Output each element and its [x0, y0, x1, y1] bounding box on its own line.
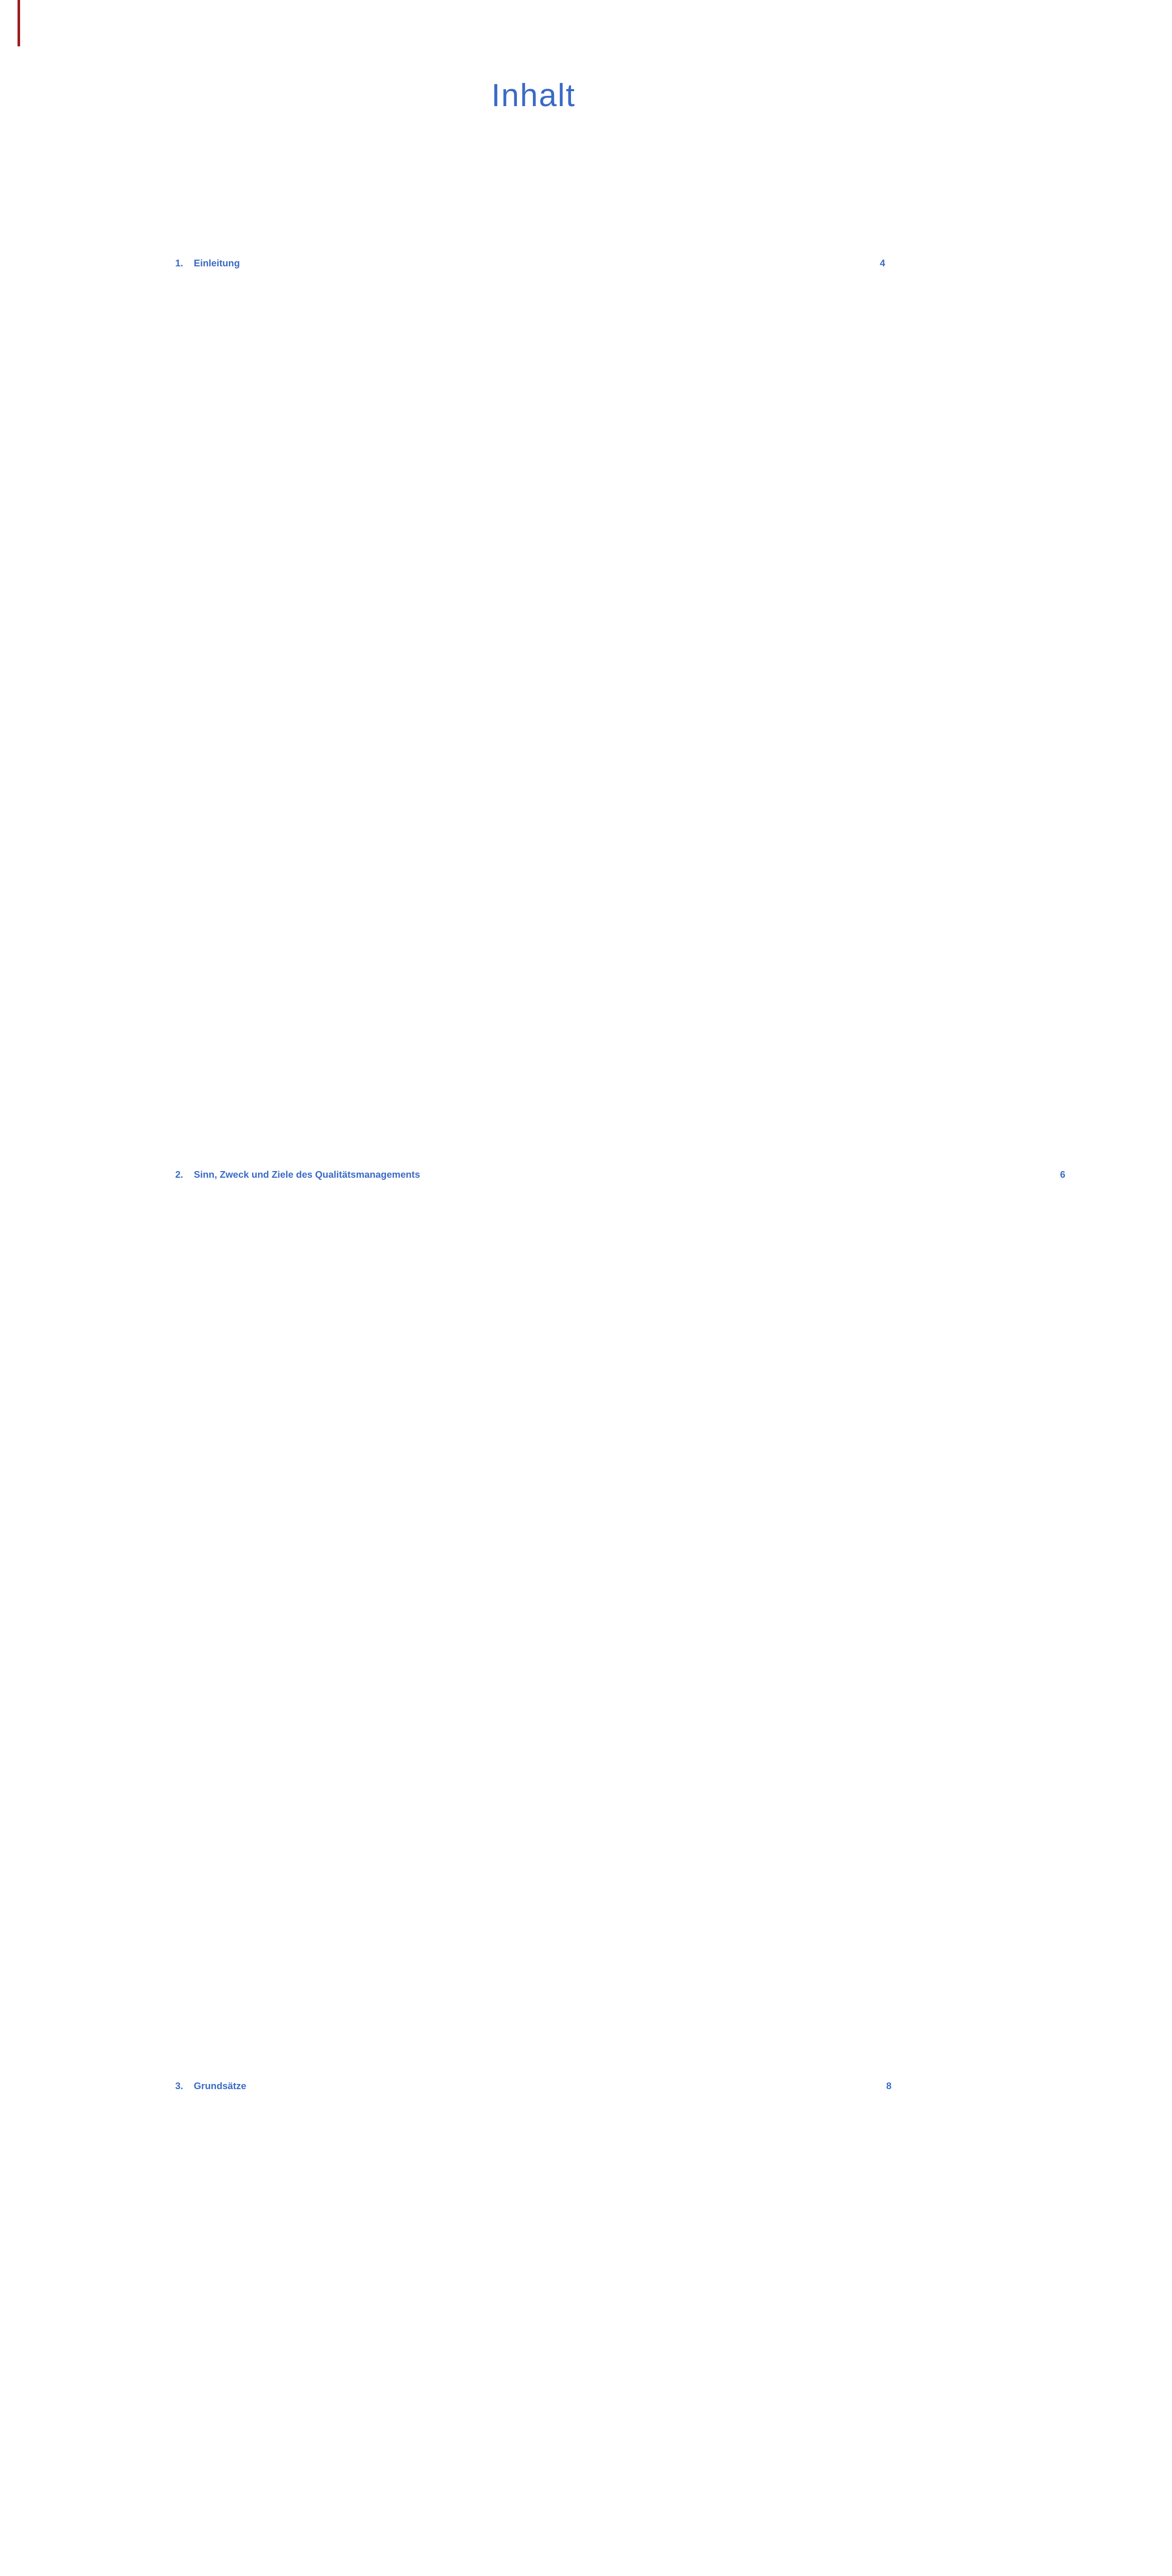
toc-entry-number: 3. — [175, 2080, 183, 2091]
toc-entry[interactable] — [175, 256, 885, 1160]
toc-entry-page-number: 8 — [246, 2079, 892, 2576]
toc-entry-page-number: 6 — [420, 1167, 1065, 2071]
toc-entry-number: 1. — [175, 258, 183, 268]
page-title: Inhalt — [491, 78, 576, 113]
toc-entry[interactable] — [175, 2079, 892, 2576]
page-edge-mark — [18, 0, 20, 46]
toc-entry-title: Sinn, Zweck und Ziele des Qualitätsmanagements — [194, 1169, 420, 1180]
toc-entry-title: Einleitung — [194, 258, 240, 268]
toc-entry-page-number: 4 — [240, 256, 885, 1160]
toc-entry[interactable] — [175, 1167, 1065, 2071]
table-of-contents — [175, 248, 1065, 2576]
toc-entry-number: 2. — [175, 1169, 183, 1180]
toc-entry-title: Grundsätze — [194, 2080, 246, 2091]
